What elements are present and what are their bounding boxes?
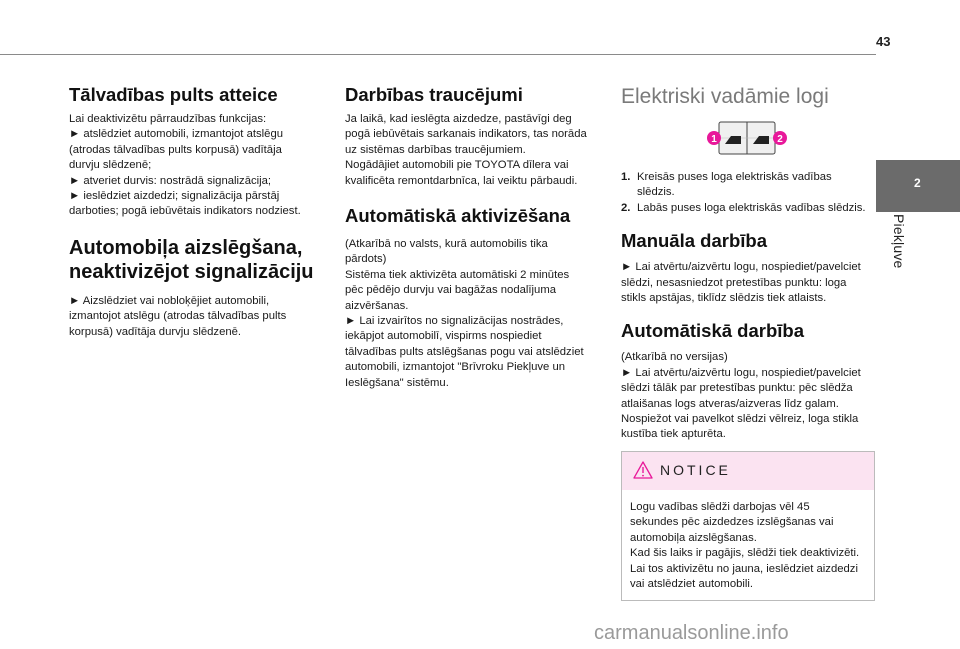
text-line: iekāpjot automobilī, vispirms nospiediet <box>345 330 542 343</box>
text-line: Lai tos aktivizētu no jauna, ieslēdziet aizdedzi <box>630 562 858 575</box>
heading-line: neaktivizējot signalizāciju <box>69 260 314 283</box>
text-line: ► Lai izvairītos no signalizācijas nostrādes, <box>345 315 564 328</box>
heading-line: Automobiļa aizslēgšana, <box>69 236 303 259</box>
list-number: 1. <box>621 171 631 183</box>
paragraph-lock-without-alarm <box>69 294 319 340</box>
text-line: slēdzis. <box>637 186 675 199</box>
text-line: (Atkarībā no versijas) <box>621 351 728 364</box>
text-line: Sistēma tiek aktivizēta automātiski 2 minūtes <box>345 268 570 281</box>
heading-power-windows: Elektriski vadāmie logi <box>621 85 829 108</box>
text-line: ► Lai atvērtu/aizvērtu logu, nospiediet/pavelciet <box>621 366 861 379</box>
text-line: durvju slēdzenē; <box>69 159 152 172</box>
text-line: slēdzi, nesasniedzot pretestības punktu: loga <box>621 276 847 289</box>
window-switches-illustration <box>621 118 875 160</box>
heading-lock-without-alarm <box>69 236 319 284</box>
text-line: Labās puses loga elektriskās vadības slēdzis. <box>637 201 866 214</box>
text-line: Ja laikā, kad ieslēgta aizdedze, pastāvīgi deg <box>345 113 572 125</box>
text-line: Nogādājiet automobili pie TOYOTA dīlera vai <box>345 159 569 172</box>
text-line: ► atslēdziet automobili, izmantojot atslēgu <box>69 128 284 141</box>
notice-box <box>621 451 875 601</box>
text-line: automobiļa aizslēgšanas. <box>630 531 757 544</box>
text-line: atlaišanas logs atveras/aizveras līdz galam. <box>621 397 839 410</box>
text-line: izmantojot atslēgu (atrodas tālvadības pults <box>69 310 287 323</box>
list-number: 2. <box>621 201 631 214</box>
paragraph-remote-failure <box>69 112 319 220</box>
text-line: stikls apstājas, tiklīdz slēdzis tiek atlaists. <box>621 292 827 305</box>
text-line: kustība tiek apturēta. <box>621 428 726 441</box>
text-line: pēc pēdējo durvju vai bagāžas nodalījuma <box>345 284 557 297</box>
text-line: ► Lai atvērtu/aizvērtu logu, nospiediet/pavelciet <box>621 261 861 274</box>
heading-remote-failure: Tālvadības pults atteice <box>69 84 278 105</box>
callout-1-label: 1 <box>711 134 717 145</box>
text-line: automobili, izmantojot "Brīvroku Piekļuve un <box>345 361 566 374</box>
text-line: ► ieslēdziet aizdedzi; signalizācija pārstāj <box>69 190 280 203</box>
column-right <box>621 84 875 601</box>
text-line: pārdots) <box>345 253 387 266</box>
column-left <box>69 84 319 340</box>
text-line: pogā iebūvētais sarkanais indikators, tas norāda <box>345 128 587 141</box>
text-line: Nospiežot vai pavelkot slēdzi vēlreiz, loga stikla <box>621 413 859 426</box>
window-switch-figure <box>621 118 875 160</box>
paragraph-malfunctions <box>345 112 597 189</box>
text-line: aizvēršanas. <box>345 299 409 312</box>
text-line: uz sistēmas darbības traucējumiem. <box>345 143 526 156</box>
list-item <box>621 201 875 216</box>
paragraph-auto-activation <box>345 237 597 391</box>
text-line: ► Aizslēdziet vai nobloķējiet automobili, <box>69 294 270 307</box>
page-number: 43 <box>876 34 891 49</box>
text-line: (atrodas tālvadības pults korpusā) vadītāja <box>69 143 282 156</box>
column-middle <box>345 84 597 391</box>
callout-2-label: 2 <box>777 134 783 145</box>
text-line: darboties; pogā iebūvētais indikators nodziest. <box>69 205 301 218</box>
list-item <box>621 170 875 201</box>
text-line: Kreisās puses loga elektriskās vadības <box>637 171 832 183</box>
paragraph-manual-operation <box>621 260 875 306</box>
text-line: Ieslēgšana" sistēmu. <box>345 376 449 389</box>
text-line: slēdzi tālāk par pretestības punktu: pēc slēdža <box>621 382 853 395</box>
text-line: (Atkarībā no valsts, kurā automobilis tika <box>345 238 548 251</box>
text-line: vai atslēdziet automobili. <box>630 577 754 590</box>
notice-body <box>622 490 874 600</box>
heading-malfunctions: Darbības traucējumi <box>345 84 523 105</box>
heading-manual-operation: Manuāla darbība <box>621 230 767 252</box>
warning-triangle-icon <box>633 461 653 479</box>
paragraph-automatic-operation <box>621 350 875 442</box>
text-line: ► atveriet durvis: nostrādā signalizācija; <box>69 174 272 187</box>
notice-title: NOTICE <box>660 461 731 478</box>
watermark: carmanualsonline.info <box>594 622 789 644</box>
section-label: Piekļuve <box>891 214 907 269</box>
heading-automatic-operation: Automātiskā darbība <box>621 320 804 342</box>
text-line: tālvadības pults atslēgšanas pogu vai atslēdziet <box>345 345 584 358</box>
section-tab-number: 2 <box>914 176 921 190</box>
header-rule <box>0 54 876 55</box>
text-line: Kad šis laiks ir pagājis, slēdži tiek deaktivizēti. <box>630 547 860 560</box>
text-line: korpusā) vadītāja durvju slēdzenē. <box>69 325 242 338</box>
switch-list <box>621 170 875 216</box>
text-line: sekundes pēc aizdedzes izslēgšanas vai <box>630 516 834 529</box>
text-line: Lai deaktivizētu pārraudzības funkcijas: <box>69 113 267 125</box>
section-tab[interactable] <box>876 160 960 212</box>
text-line: kvalificēta remontdarbnīca, lai veiktu pārbaudi. <box>345 174 578 187</box>
text-line: Logu vadības slēdži darbojas vēl 45 <box>630 500 810 513</box>
heading-auto-activation: Automātiskā aktivizēšana <box>345 205 571 227</box>
notice-header <box>622 452 874 490</box>
